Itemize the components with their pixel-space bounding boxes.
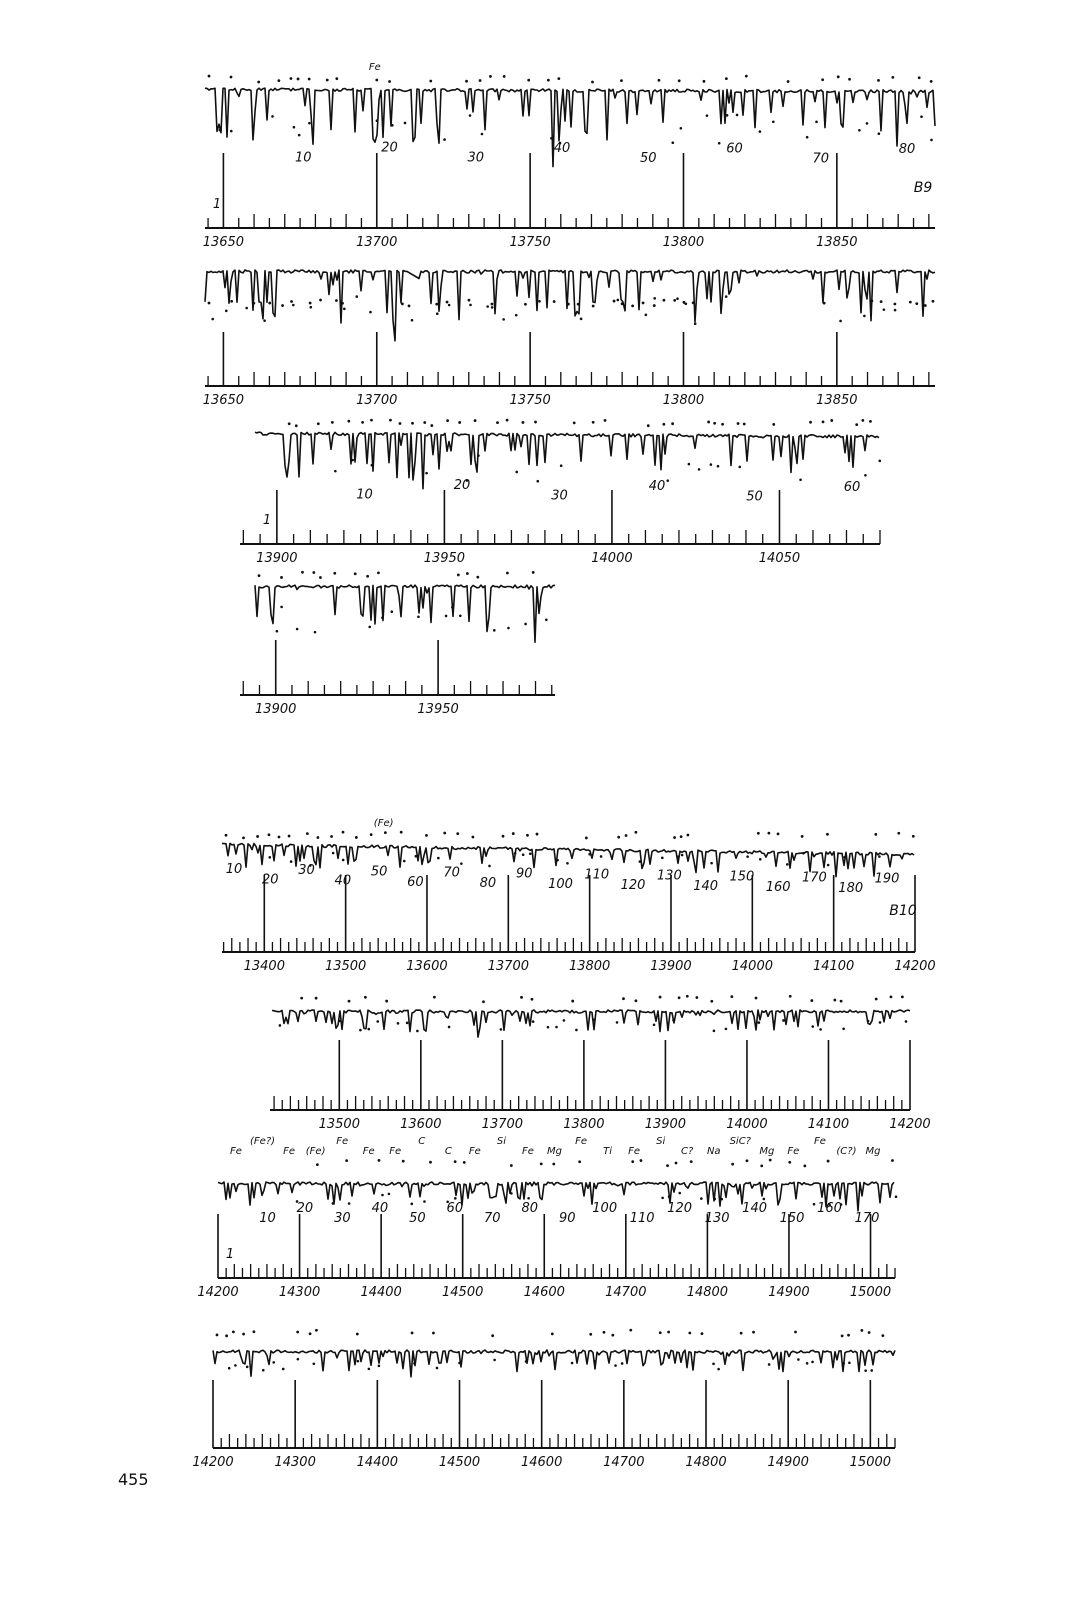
line-index-110: 110 [629,1211,655,1226]
line-index-140: 140 [742,1201,768,1216]
tick-label-14700: 14700 [603,1455,645,1470]
element-label: Fe [628,1146,641,1157]
line-index-20: 20 [381,140,398,156]
tick-label-14900: 14900 [768,1285,810,1300]
line-index-160: 160 [765,880,791,896]
element-label: Fe [468,1146,481,1157]
spectrum-strip-B10-2 [270,995,931,1132]
line-index-60: 60 [407,874,424,890]
line-index-40: 40 [648,478,666,494]
tick-label-13900: 13900 [644,1117,687,1132]
spectrum-strip-B9-2 [203,270,935,408]
line-id-dots [296,1159,898,1206]
tick-label-14200: 14200 [192,1455,234,1470]
element-label: C [418,1136,426,1147]
tick-label-14000: 14000 [591,551,633,566]
tick-label-13750: 13750 [509,235,551,250]
spectrum-strip-B10-4 [192,1329,895,1470]
tick-label-13900: 13900 [650,959,692,974]
tick-label-14000: 14000 [731,959,774,974]
spectrum-trace [218,1182,894,1211]
tick-label-15000: 15000 [849,1455,892,1470]
line-index-1: 1 [262,513,272,528]
tick-label-13700: 13700 [487,959,529,974]
tick-label-13850: 13850 [816,235,858,250]
element-label: Si [496,1136,506,1147]
tick-label-14700: 14700 [605,1285,647,1300]
element-label: Fe [813,1136,826,1147]
tick-label-13600: 13600 [400,1117,442,1132]
line-index-100: 100 [592,1201,618,1216]
plate-label: B9 [913,180,933,196]
tick-label-14800: 14800 [685,1455,727,1470]
tick-label-13650: 13650 [202,235,245,250]
tick-label-14200: 14200 [894,959,936,974]
tick-label-13800: 13800 [662,393,705,408]
tick-label-13800: 13800 [568,959,611,974]
spectrum-trace [255,432,879,489]
spectrum-trace [272,1010,910,1037]
spectrum-strip-B9-1 [203,62,935,250]
line-index-70: 70 [812,151,830,167]
line-index-50: 50 [409,1211,426,1226]
line-index-20: 20 [296,1201,314,1216]
element-label: C? [681,1146,694,1157]
tick-label-14800: 14800 [686,1285,729,1300]
line-index-20: 20 [262,872,279,888]
element-label: (Fe) [373,818,394,829]
plate-B10 [192,818,935,1470]
element-label: Si [656,1136,666,1147]
line-index-150: 150 [779,1211,805,1226]
tick-label-14300: 14300 [274,1455,316,1470]
line-index-70: 70 [443,865,460,881]
element-label: Fe [389,1146,402,1157]
spectrum-trace [255,585,555,642]
tick-label-13950: 13950 [417,702,459,717]
tick-label-13400: 13400 [243,959,285,974]
spectrum-strip-B9-4 [240,571,555,717]
spectrum-strip-B10-1 [222,818,936,974]
element-label: Fe [283,1146,296,1157]
line-index-40: 40 [553,140,571,156]
line-index-50: 50 [746,489,763,505]
element-label: Na [706,1146,721,1157]
tick-label-14500: 14500 [442,1285,484,1300]
line-index-160: 160 [817,1201,842,1216]
tick-label-14600: 14600 [523,1285,565,1300]
spectrum-strip-B10-3 [197,1136,897,1300]
tick-label-13800: 13800 [563,1117,605,1132]
spectrum-trace [205,270,935,341]
tick-label-15000: 15000 [849,1285,892,1300]
tick-label-13600: 13600 [406,959,448,974]
spectrum-strip-B9-3 [240,419,881,566]
line-index-190: 190 [874,871,900,887]
element-label: Ti [603,1146,613,1157]
element-label: (Fe?) [250,1136,276,1147]
tick-label-13900: 13900 [256,551,298,566]
tick-label-14400: 14400 [356,1455,399,1470]
line-index-20: 20 [453,477,471,493]
tick-label-13700: 13700 [356,235,398,250]
tick-label-13950: 13950 [423,551,466,566]
element-label: Fe [368,62,381,73]
line-index-180: 180 [838,881,864,897]
element-label: Mg [865,1146,881,1157]
line-index-130: 130 [704,1211,730,1226]
line-index-60: 60 [446,1201,464,1216]
plate-B9 [203,62,935,717]
element-label: (Fe) [305,1146,326,1157]
element-label: Fe [230,1146,242,1157]
element-label: Fe [575,1136,587,1147]
line-index-120: 120 [667,1201,693,1216]
line-index-120: 120 [620,877,646,893]
element-label: Fe [362,1146,375,1157]
line-id-dots [208,295,935,325]
tick-label-13500: 13500 [324,959,367,974]
tick-label-13700: 13700 [356,393,398,408]
element-label: Fe [787,1146,800,1157]
tick-label-14500: 14500 [438,1455,481,1470]
plate-label: B10 [889,903,917,919]
line-index-10: 10 [225,862,243,878]
page-number: 455 [118,1470,149,1489]
tick-label-14200: 14200 [889,1117,931,1132]
spectrum-trace [213,1350,895,1377]
line-index-140: 140 [693,878,719,894]
spectra-group [192,62,935,1470]
tick-label-13650: 13650 [202,393,245,408]
tick-label-13900: 13900 [255,702,297,717]
tick-label-14100: 14100 [807,1117,850,1132]
tick-label-13750: 13750 [509,393,551,408]
line-index-30: 30 [551,488,568,504]
line-index-90: 90 [558,1211,576,1226]
tick-label-14100: 14100 [812,959,855,974]
line-index-30: 30 [467,150,485,166]
element-label: SiC? [729,1136,752,1147]
line-index-100: 100 [548,876,573,892]
line-index-1: 1 [225,1247,235,1262]
line-index-40: 40 [371,1201,389,1216]
line-index-80: 80 [898,141,916,157]
line-index-90: 90 [515,866,533,882]
tick-label-14400: 14400 [360,1285,402,1300]
line-index-130: 130 [656,868,682,884]
line-index-40: 40 [334,873,352,889]
element-label: Mg [547,1146,562,1157]
line-index-1: 1 [212,197,222,212]
tick-label-14600: 14600 [520,1455,563,1470]
line-index-50: 50 [370,864,388,880]
tick-label-13800: 13800 [662,235,705,250]
tick-label-14000: 14000 [726,1117,768,1132]
line-index-10: 10 [294,150,312,166]
line-index-10: 10 [259,1211,276,1226]
tick-label-14050: 14050 [758,551,801,566]
line-index-60: 60 [726,141,743,157]
line-index-30: 30 [298,863,315,879]
tick-label-14200: 14200 [197,1285,239,1300]
line-index-30: 30 [334,1211,351,1226]
line-index-10: 10 [356,487,373,503]
line-index-150: 150 [729,869,755,885]
line-index-70: 70 [484,1211,501,1226]
line-index-110: 110 [584,867,610,883]
tick-label-13850: 13850 [816,393,858,408]
tick-label-14900: 14900 [767,1455,809,1470]
element-label: Fe [522,1146,534,1157]
tick-label-13700: 13700 [481,1117,524,1132]
line-index-170: 170 [802,870,827,886]
element-label: C [444,1146,452,1157]
line-index-80: 80 [479,875,497,891]
line-index-170: 170 [854,1211,880,1226]
element-label: (C?) [836,1146,857,1157]
element-label: Fe [336,1136,349,1147]
line-index-60: 60 [843,479,861,495]
tick-label-14300: 14300 [278,1285,321,1300]
line-index-80: 80 [521,1201,539,1216]
line-index-50: 50 [639,151,657,167]
tick-label-13500: 13500 [318,1117,360,1132]
element-label: Mg [759,1146,775,1157]
